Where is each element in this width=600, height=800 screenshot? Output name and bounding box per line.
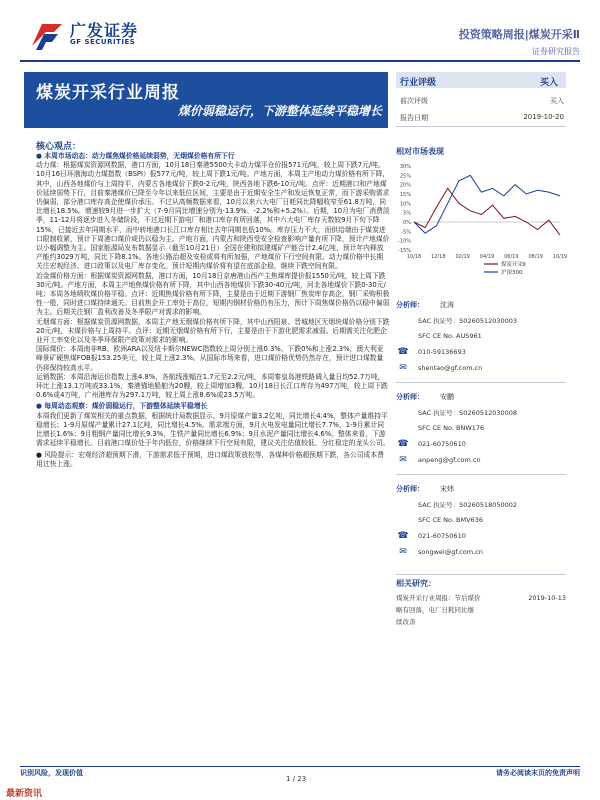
phone-icon: ☎	[397, 531, 409, 541]
y-tick-label: 20%	[399, 182, 411, 189]
report-subtype: 证券研究报告	[532, 47, 580, 56]
y-tick-label: 30%	[399, 164, 411, 170]
legend-label: 沪深300	[501, 270, 523, 276]
related-list	[396, 592, 566, 628]
analyst-sac-cert: SAC 执证号：S0260512030008	[418, 409, 518, 417]
phone-icon: ☎	[397, 439, 409, 449]
analyst-email[interactable]: songwei@gf.com.cn	[418, 548, 483, 556]
paragraph: 无烟煤方面：根据煤炭资源网数据，本周主产地无烟煤价格有所下降，其中山西阳泉、晋城地区无烟块煤价格分别下跌20元/吨，末煤价格与上周持平。点评：近期无烟煤价格有所下行，主要是由于下游化肥需求减弱。后期需关注化肥企业开工率变化以及冬季环保限产政策对需求的影响。	[36, 317, 390, 345]
rating-value: 买入	[540, 78, 559, 88]
series-line	[414, 175, 560, 233]
analyst-email[interactable]: shentao@gf.com.cn	[418, 364, 483, 372]
email-icon: ✉	[399, 455, 407, 465]
related-divider	[396, 574, 566, 575]
phone-icon: ☎	[397, 347, 409, 357]
prev-rating-value: 买入	[550, 97, 564, 105]
series-line	[414, 188, 560, 235]
page-title: 煤炭开采行业周报	[36, 83, 180, 103]
analyst-divider	[396, 382, 566, 383]
related-item-title: 煤炭开采行业周报：节后煤价	[396, 594, 481, 602]
email-icon: ✉	[399, 547, 407, 557]
relative-performance-chart	[388, 158, 568, 280]
y-tick-label: 5%	[403, 210, 411, 217]
analyst-sac-cert: SAC 执证号：S0260512030003	[418, 317, 518, 325]
x-tick-label: 02/19	[455, 254, 470, 260]
related-item: 续改善	[396, 618, 416, 626]
disclaimer-note: 请务必阅读末页的免责声明	[496, 769, 580, 777]
analyst-label: 分析师：	[396, 393, 424, 401]
analyst-sfc-ce: SFC CE No. BMV636	[418, 516, 483, 524]
report-date-value: 2019-10-20	[523, 113, 564, 121]
y-tick-label: 15%	[399, 192, 411, 198]
analyst-email[interactable]: anpeng@gf.com.cn	[418, 456, 481, 464]
analyst-phone: 010-59136693	[418, 348, 466, 356]
header-divider	[20, 60, 580, 62]
report-date-label: 报告日期	[400, 114, 428, 122]
y-tick-label: -10%	[398, 238, 411, 245]
paragraph: ● 每周动态观察：煤价弱稳运行，下游整体延续平稳增长	[36, 402, 208, 411]
analyst-phone: 021-60750610	[418, 440, 466, 448]
logo-text: 广发证券	[70, 21, 139, 40]
analyst-divider	[396, 474, 566, 475]
y-tick-label: -15%	[398, 248, 411, 254]
paragraph: 本周我们更新了煤炭相关的重点数据，根据统计局数据显示，9月原煤产量3.2亿吨，同比增长4.4%，整体产量维持平稳增长；1-9月原煤产量累计27.1亿吨，同比增长4.5%。需求端方面，9月火电发电量同比增长7.7%，1-9月累计同比增长1.6%；9月粗钢产量同比增长9.3%，生铁产量同比增长6.9%；9月水泥产量同比增长4.6%。整体来看，下游需求延续平稳增长。目前港口煤价处于年内低位，价格继续下行空间有限，建议关注估值较低、分红稳定的龙头公司。	[36, 411, 390, 448]
x-tick-label: 06/19	[504, 254, 519, 260]
related-heading: 相关研究：	[396, 579, 436, 588]
analyst-phone: 021-60750610	[418, 532, 466, 540]
report-type: 投资策略周报|煤炭开采Ⅱ	[458, 28, 580, 41]
email-icon: ✉	[399, 363, 407, 373]
related-item[interactable]	[396, 592, 566, 604]
footer-slogan: 识别风险，发现价值	[20, 769, 83, 777]
body-text	[36, 152, 390, 469]
analyst-label: 分析师：	[396, 485, 424, 493]
page-subtitle: 煤价弱稳运行，下游整体延续平稳增长	[177, 104, 382, 118]
watermark-text: 最新资讯	[6, 789, 43, 799]
y-tick-label: 10%	[399, 201, 411, 208]
rating-divider	[396, 126, 566, 127]
y-tick-label: 25%	[399, 173, 411, 180]
analyst-sfc-ce: SFC CE No. AUS961	[418, 332, 482, 340]
related-item: 略有回落，电厂日耗同比继	[396, 606, 474, 614]
analyst-sfc-ce: SFC CE No. BNW176	[418, 424, 485, 432]
analyst-sac-cert: SAC 执证号：S0260518050002	[418, 501, 518, 509]
x-tick-label: 04/19	[479, 254, 495, 260]
paragraph: ● 风险提示：宏观经济超预期下滑，下游需求低于预期，进口煤政策放松等，各煤种价格超预期下跌，各公司成本费用过快上涨。	[36, 450, 384, 468]
paragraph: ● 本周市场动态：动力煤焦煤价格延续弱势，无烟煤价格有所下行	[36, 152, 235, 160]
paragraph: 冶金煤价格方面：根据煤炭资源网数据，港口方面，10月18日京唐港山西产主焦煤库提价报1550元/吨，较上周下跌30元/吨。产地方面，本周主产地焦煤价格有所下降，其中山西各地煤价下跌30-40元/吨，河北各地煤价下跌0-30元/吨；本周各地喷吹煤价格平稳。点评：近期焦煤价格有所下降，主要是由于近期下游钢厂焦炭库存高企，钢厂采购积极性一般，同时进口煤持续通关。目前焦企开工率处于高位，短期内钢材价格仍有压力，预计下周焦煤价格仍以稳中偏弱为主。后期关注钢厂盈利改善及冬季限产对需求的影响。	[36, 271, 390, 317]
x-tick-label: 10/18	[406, 254, 422, 260]
y-tick-label: 0%	[403, 220, 411, 226]
x-tick-label: 12/18	[431, 254, 446, 260]
paragraph: 动力煤：根据煤炭资源网数据，港口方面，10月18日秦港5500大卡动力煤平仓价报571元/吨，较上周下跌7元/吨。10月16日环渤海动力煤指数（BSPI）报577元/吨，较上周下跌1元/吨。产地方面，本周主产地动力煤价格有所下降，其中，山西各地煤价与上周持平，内蒙古各地煤价下跌0-2元/吨，陕西各地下跌6-10元/吨。点评：近期港口和产地煤价延续弱势下行，目前秦港煤价已降至今年以来低位区间，主要是由于近期安全生产和发运恢复正常，而下游采购需求仍偏弱，部分港口库存高企使煤价承压。不过从高频数据来看，10月以来六大电厂日耗同比降幅收窄至61.8万吨，同比增长18.5%。增速较9月进一步扩大（7-9月同比增速分别为-13.9%、-2.2%和+5.2%）。后期，10月为电厂消费淡季，11-12月将逐步进入冬储阶段，不过近期下游电厂和港口库存有所回落，其中六大电厂库存天数较9月下旬下降15%，已接近去年同期水平，而中转地港口长江口库存相比去年同期也低10%。库存压力不大，而供给端由于煤炭进口限制收紧，预计下周港口煤价或仍以稳为主。产地方面，内蒙古和陕西受安全检查影响产量有所下降，预计产地煤价以小幅调整为主。国家能源局发布数据显示（截至10月21日）全国在建和拟建煤矿产能合计2.4亿吨，预计年内释放产能约3029万吨，同比下降8.1%。各地公路治超及安检或将有所加强，产地煤价下行空间有限。动力煤价格中长期关注宏观经济、进口政策以及电厂库存变化。预计短期内煤价将有望在底部企稳，继续下跌空间有限。	[36, 161, 390, 271]
analyst-label: 分析师：	[396, 301, 424, 309]
rating-heading: 行业评级	[400, 78, 437, 88]
analyst-name: 安鹏	[440, 393, 454, 401]
prev-rating-label: 前次评级	[400, 97, 428, 105]
paragraph: 国际煤价：本周南非RB、欧洲ARA以及纽卡斯尔NEWC指数较上周分别上涨0.3%、下跌0%和上涨2.3%，澳大利亚峰景矿硬焦煤FOB报153.25美元，较上周上涨2.3%。从国际市场来看，进口煤价格优势仍然存在，预计进口煤数量仍将保持较高水平。	[36, 345, 384, 372]
y-tick-label: -5%	[401, 229, 411, 236]
analyst-name: 宋炜	[440, 485, 454, 493]
page-number: 1 / 23	[286, 775, 307, 783]
chart-title: 相对市场表现	[396, 147, 444, 156]
legend-label: 煤炭开采Ⅱ	[501, 262, 526, 268]
logo-text-en: GF SECURITIES	[70, 38, 136, 46]
related-item-date: 2019-10-13	[528, 594, 566, 602]
footer-divider	[20, 766, 580, 767]
analyst-name: 沈涛	[440, 301, 454, 309]
paragraph: 运销数据：本周沿海运价指数上涨4.8%，各航线涨幅在1.7元至2.2元/吨，本周秦皇岛港铁路调入量日均52.7万吨，环比上涨13.1万吨或33.1%，秦港锚地船舶为20艘，较上周增加3艘。10月18日长江口库存为497万吨，较上周下跌0.6%或4万吨，广州港库存为297.1万吨，较上周上涨8.6%或23.5万吨。	[36, 372, 388, 400]
x-tick-label: 08/19	[528, 254, 543, 260]
x-tick-label: 10/19	[552, 254, 568, 260]
gf-logo-icon	[28, 18, 68, 54]
core-heading: 核心观点：	[36, 142, 82, 152]
